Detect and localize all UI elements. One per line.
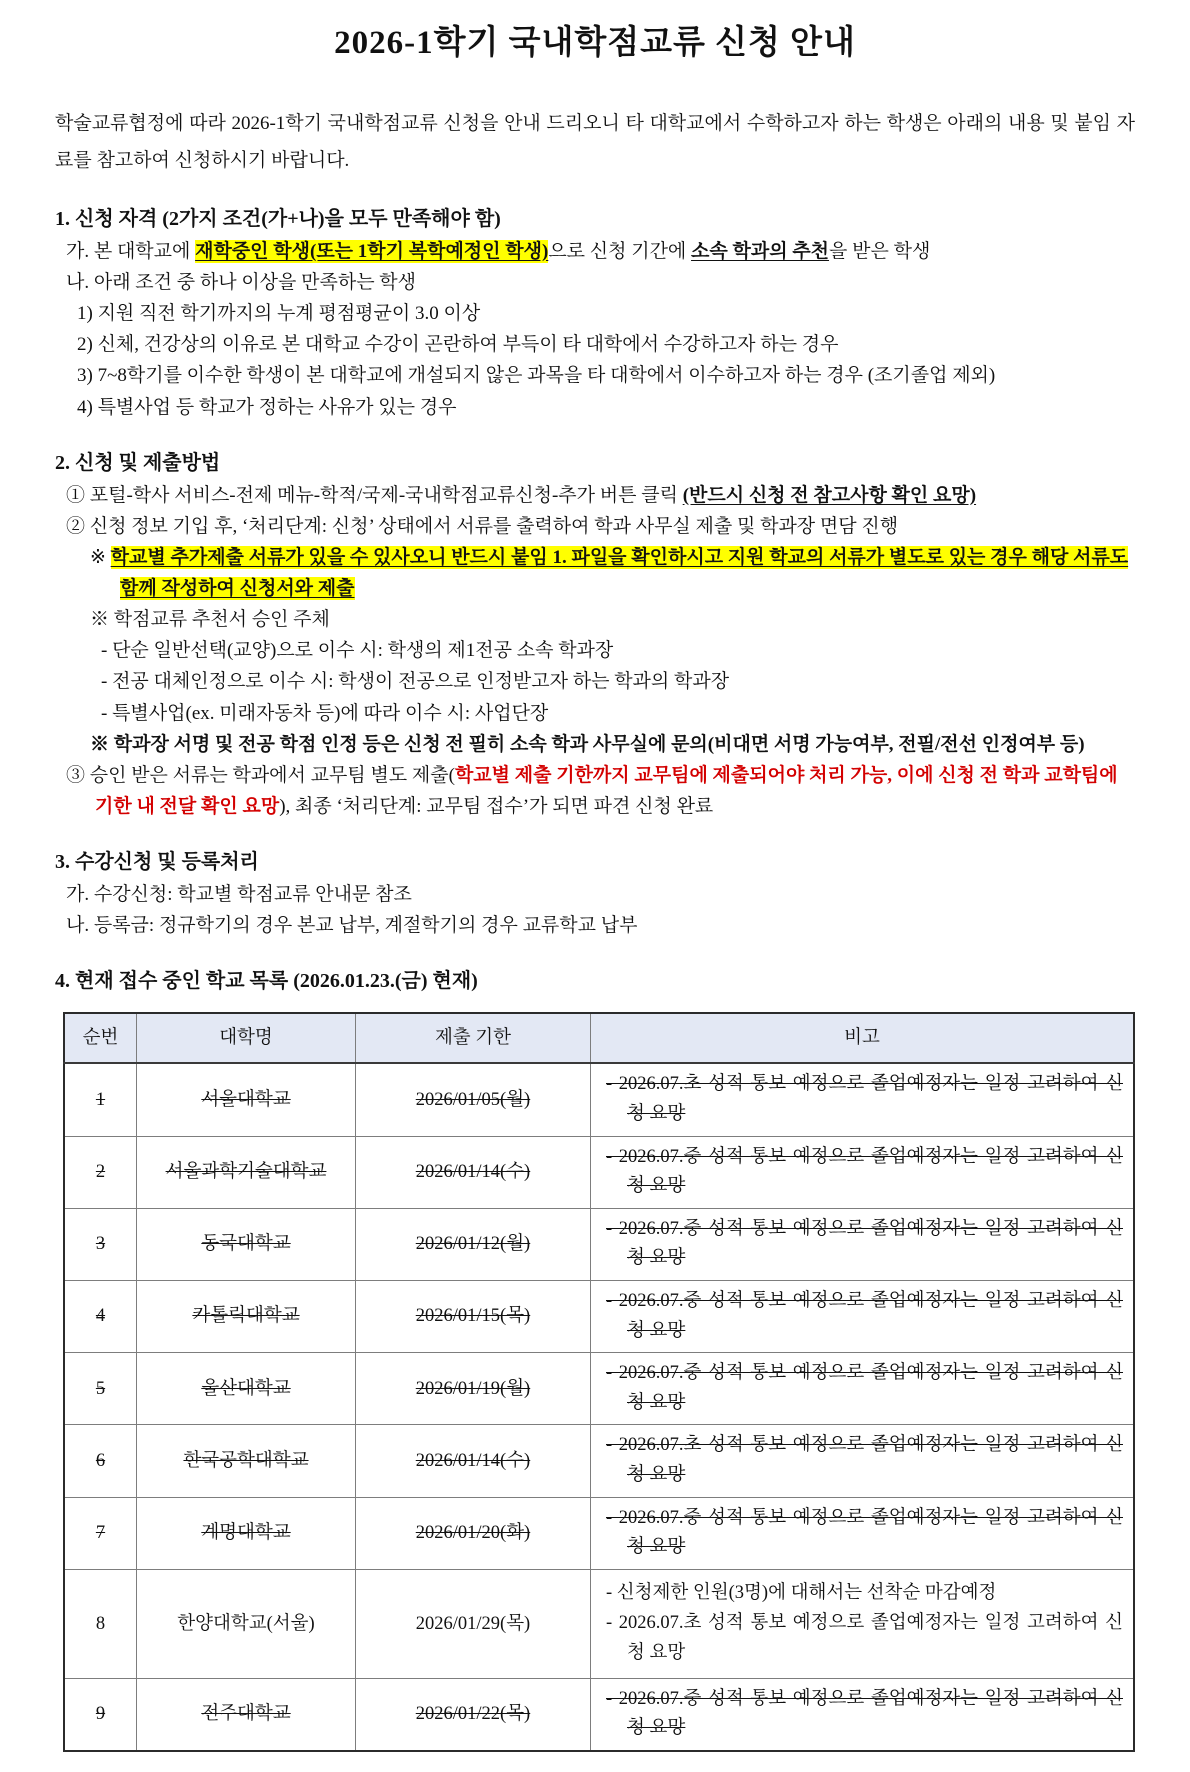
table-header-row [64, 1013, 1134, 1063]
table-row [64, 1497, 1134, 1569]
cell-no: 7 [64, 1497, 137, 1569]
cell-university: 서울과학기술대학교 [137, 1136, 356, 1208]
note-highlight-text: 학교별 추가제출 서류가 있을 수 있사오니 반드시 붙임 1. 파일을 확인하시고 지원 학교의 서류가 별도로 있는 경우 해당 서류도 함께 작성하여 신청서와 제출 [110, 546, 1129, 599]
cell-remarks [591, 1136, 1135, 1208]
remark-line: - 2026.07.초 성적 통보 예정으로 졸업예정자는 일정 고려하여 신청 요망 [606, 1435, 1123, 1485]
table-body [64, 1063, 1134, 1751]
header-no: 순번 [64, 1013, 137, 1063]
item-ga-highlight: 재학중인 학생(또는 1학기 복학예정인 학생) [195, 240, 549, 262]
approver-item-3: - 특별사업(ex. 미래자동차 등)에 따라 이수 시: 사업단장 [101, 702, 549, 724]
cell-remarks [591, 1425, 1135, 1497]
table-row [64, 1678, 1134, 1751]
item-ga-mid: 으로 신청 기간에 [548, 240, 692, 262]
qualification-subitem-2: 2) 신체, 건강상의 이유로 본 대학교 수강이 곤란하여 부득이 타 대학에서 수강하고자 하는 경우 [77, 334, 839, 356]
remark-line: - 2026.07.중 성적 통보 예정으로 졸업예정자는 일정 고려하여 신청 요망 [606, 1146, 1123, 1197]
step3-suffix: ), 최종 ‘처리단계: 교무팀 접수’가 되면 파견 신청 완료 [279, 796, 714, 818]
table-row [64, 1569, 1134, 1678]
cell-deadline: 2026/01/14(수) [356, 1136, 591, 1208]
qualification-subitem-3: 3) 7~8학기를 이수한 학생이 본 대학교에 개설되지 않은 과목을 타 대학에서 이수하고자 하는 경우 (조기졸업 제외) [77, 365, 996, 387]
cell-university: 한국공학대학교 [137, 1425, 356, 1497]
remark-line: - 2026.07.중 성적 통보 예정으로 졸업예정자는 일정 고려하여 신청 요망 [606, 1507, 1123, 1558]
step1-emphasis: (반드시 신청 전 참고사항 확인 요망) [682, 484, 977, 506]
cell-deadline: 2026/01/15(목) [356, 1281, 591, 1353]
cell-no: 3 [64, 1208, 137, 1280]
qualification-item-ga [55, 236, 1135, 267]
table-row [64, 1208, 1134, 1280]
remark-line: - 2026.07.중 성적 통보 예정으로 졸업예정자는 일정 고려하여 신청 요망 [606, 1363, 1123, 1413]
submission-note-approver: ※ 학점교류 추천서 승인 주체 [90, 609, 330, 631]
section1-heading: 1. 신청 자격 (2가지 조건(가+나)을 모두 만족해야 함) [55, 207, 501, 230]
item-ga-underline: 소속 학과의 추천 [691, 240, 830, 262]
cell-deadline: 2026/01/22(목) [356, 1678, 591, 1751]
remark-line: - 2026.07.초 성적 통보 예정으로 졸업예정자는 일정 고려하여 신청 요망 [606, 1074, 1123, 1125]
submission-step-1 [55, 480, 1135, 511]
cell-remarks [591, 1281, 1135, 1353]
cell-deadline: 2026/01/29(목) [356, 1569, 591, 1678]
section-school-list [55, 965, 1135, 1752]
cell-university: 한양대학교(서울) [137, 1569, 356, 1678]
page-title: 2026-1학기 국내학점교류 신청 안내 [334, 25, 856, 61]
table-row [64, 1063, 1134, 1136]
remark-line: - 2026.07.중 성적 통보 예정으로 졸업예정자는 일정 고려하여 신청 요망 [606, 1688, 1123, 1739]
header-university: 대학명 [137, 1013, 356, 1063]
note3-marker: ※ [90, 733, 114, 755]
step3-warning: 학교별 제출 기한까지 교무팀에 제출되어야 처리 가능, 이에 신청 전 학과 교학팀에 기한 내 전달 확인 요망 [95, 764, 1118, 818]
school-list-table [63, 1012, 1135, 1752]
section-qualifications [55, 203, 1135, 423]
cell-no: 1 [64, 1063, 137, 1136]
cell-university: 계명대학교 [137, 1497, 356, 1569]
section-registration [55, 846, 1135, 941]
cell-remarks [591, 1678, 1135, 1751]
cell-remarks [591, 1569, 1135, 1678]
table-row [64, 1281, 1134, 1353]
table-header [64, 1013, 1134, 1063]
cell-university: 울산대학교 [137, 1353, 356, 1425]
remark-line: - 2026.07.중 성적 통보 예정으로 졸업예정자는 일정 고려하여 신청 요망 [606, 1218, 1123, 1269]
cell-no: 8 [64, 1569, 137, 1678]
remark-line: - 신청제한 인원(3명)에 대해서는 선착순 마감예정 [606, 1583, 997, 1604]
step1-text: ① 포털-학사 서비스-전제 메뉴-학적/국제-국내학점교류신청-추가 버튼 클릭 [66, 484, 683, 506]
cell-deadline: 2026/01/20(화) [356, 1497, 591, 1569]
section-submission [55, 447, 1135, 823]
remark-line: - 2026.07.초 성적 통보 예정으로 졸업예정자는 일정 고려하여 신청 요망 [606, 1612, 1123, 1663]
submission-note-highlighted [55, 542, 1135, 604]
item-ga-suffix: 을 받은 학생 [829, 240, 931, 262]
cell-remarks [591, 1353, 1135, 1425]
registration-item-1: 가. 수강신청: 학교별 학점교류 안내문 참조 [66, 884, 412, 906]
cell-university: 전주대학교 [137, 1678, 356, 1751]
remark-line: - 2026.07.중 성적 통보 예정으로 졸업예정자는 일정 고려하여 신청 요망 [606, 1291, 1123, 1341]
qualification-subitem-4: 4) 특별사업 등 학교가 정하는 사유가 있는 경우 [77, 396, 457, 418]
step3-prefix: ③ 승인 받은 서류는 학과에서 교무팀 별도 제출( [66, 764, 455, 786]
approver-item-1: - 단순 일반선택(교양)으로 이수 시: 학생의 제1전공 소속 학과장 [101, 640, 614, 662]
cell-university: 서울대학교 [137, 1063, 356, 1136]
section3-heading: 3. 수강신청 및 등록처리 [55, 851, 259, 874]
cell-deadline: 2026/01/12(월) [356, 1208, 591, 1280]
submission-step-2: ② 신청 정보 기입 후, ‘처리단계: 신청’ 상태에서 서류를 출력하여 학과 사무실 제출 및 학과장 면담 진행 [66, 515, 899, 537]
table-row [64, 1353, 1134, 1425]
cell-no: 6 [64, 1425, 137, 1497]
header-deadline: 제출 기한 [356, 1013, 591, 1063]
cell-remarks [591, 1063, 1135, 1136]
cell-no: 9 [64, 1678, 137, 1751]
cell-remarks [591, 1497, 1135, 1569]
table-row [64, 1136, 1134, 1208]
note-marker: ※ [90, 546, 111, 568]
submission-note-signature [55, 729, 1135, 760]
cell-deadline: 2026/01/14(수) [356, 1425, 591, 1497]
table-row [64, 1425, 1134, 1497]
item-ga-prefix: 가. 본 대학교에 [66, 240, 196, 262]
cell-deadline: 2026/01/19(월) [356, 1353, 591, 1425]
qualification-item-na: 나. 아래 조건 중 하나 이상을 만족하는 학생 [66, 271, 417, 293]
cell-no: 2 [64, 1136, 137, 1208]
cell-no: 4 [64, 1281, 137, 1353]
header-remarks: 비고 [591, 1013, 1135, 1063]
note3-text: 학과장 서명 및 전공 학점 인정 등은 신청 전 필히 소속 학과 사무실에 문의(비대면 서명 가능여부, 전필/전선 인정여부 등) [113, 733, 1085, 755]
cell-university: 동국대학교 [137, 1208, 356, 1280]
submission-step-3 [55, 760, 1135, 822]
cell-deadline: 2026/01/05(월) [356, 1063, 591, 1136]
cell-university: 카톨릭대학교 [137, 1281, 356, 1353]
qualification-subitem-1: 1) 지원 직전 학기까지의 누계 평점평균이 3.0 이상 [77, 303, 481, 325]
cell-no: 5 [64, 1353, 137, 1425]
cell-remarks [591, 1208, 1135, 1280]
registration-item-2: 나. 등록금: 정규학기의 경우 본교 납부, 계절학기의 경우 교류학교 납부 [66, 915, 638, 937]
approver-item-2: - 전공 대체인정으로 이수 시: 학생이 전공으로 인정받고자 하는 학과의 학과장 [101, 671, 730, 693]
section2-heading: 2. 신청 및 제출방법 [55, 451, 221, 474]
section4-heading: 4. 현재 접수 중인 학교 목록 (2026.01.23.(금) 현재) [55, 970, 478, 993]
intro-paragraph: 학술교류협정에 따라 2026-1학기 국내학점교류 신청을 안내 드리오니 타 대학교에서 수학하고자 하는 학생은 아래의 내용 및 붙임 자료를 참고하여 신청하시기 바랍니다. [55, 112, 1135, 171]
